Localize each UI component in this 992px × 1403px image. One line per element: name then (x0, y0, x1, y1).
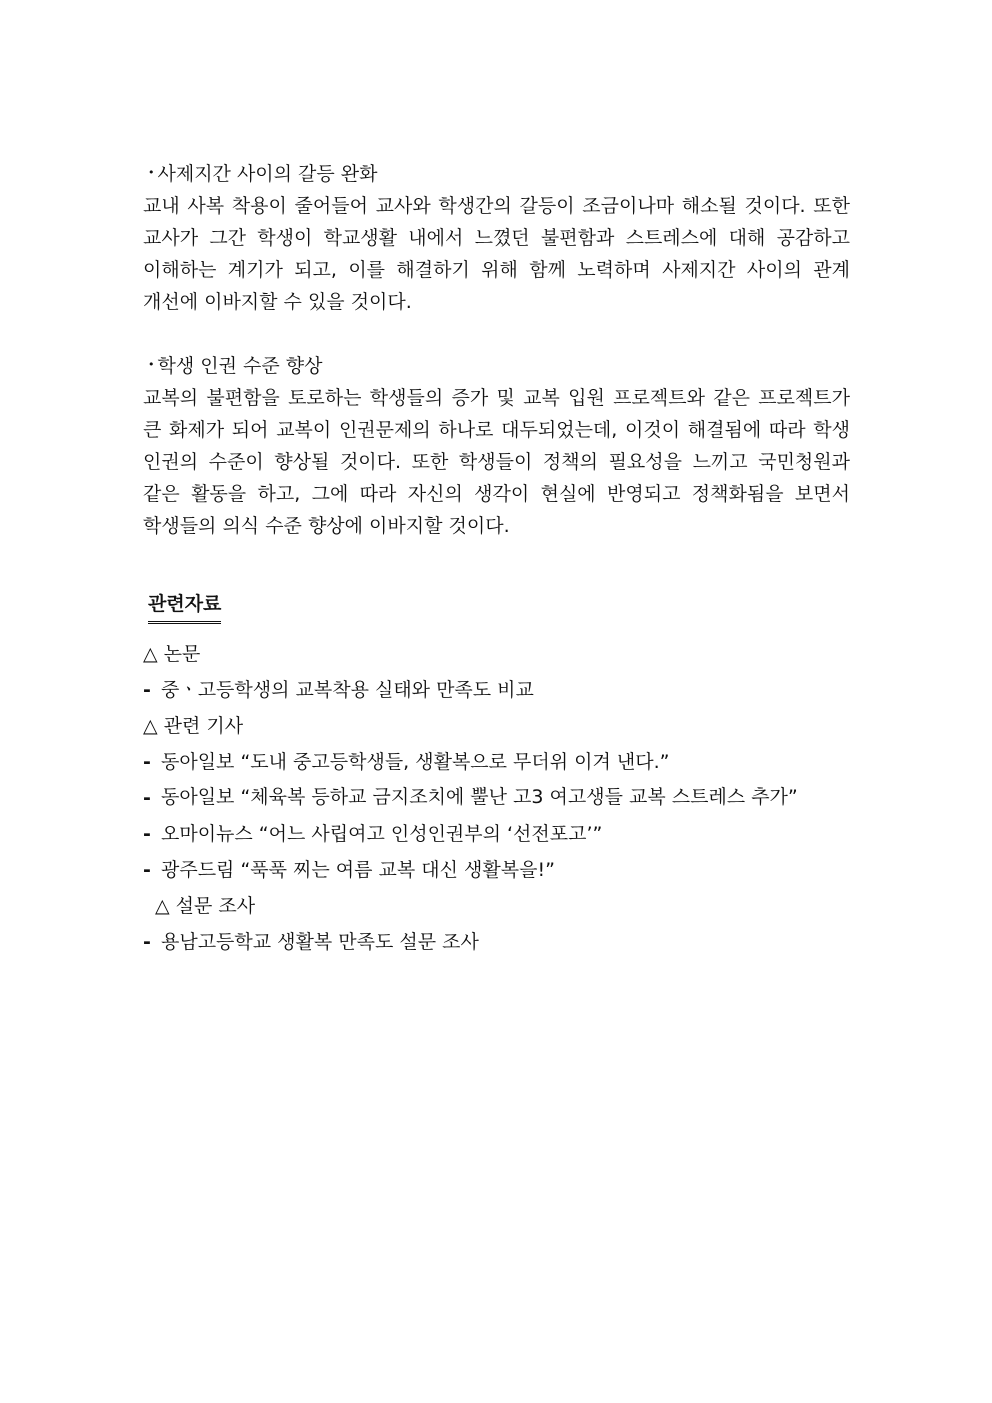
list-item (143, 852, 850, 888)
list-item (143, 780, 850, 816)
category-label-survey: △ 설문 조사 (155, 895, 256, 917)
list-item-text: 동아일보 “도내 중고등학생들, 생활복으로 무더위 이겨 낸다.” (161, 751, 670, 773)
dash-marker: - (143, 751, 151, 773)
list-item-text: 동아일보 “체육복 등하교 금지조치에 뿔난 고3 여고생들 교복 스트레스 추가” (161, 786, 798, 808)
list-item (143, 816, 850, 852)
section-heading-student-rights (143, 350, 850, 382)
dash-marker: - (143, 859, 151, 881)
category-label-papers: △ 논문 (143, 643, 201, 665)
list-item (143, 924, 850, 960)
list-item-text: 중ㆍ고등학생의 교복착용 실태와 만족도 비교 (161, 679, 534, 701)
section-title: 사제지간 사이의 갈등 완화 (157, 163, 378, 185)
section-gap (143, 542, 850, 590)
related-materials (143, 590, 850, 960)
section-heading-teacher-student (143, 158, 850, 190)
section-body: 교복의 불편함을 토로하는 학생들의 증가 및 교복 입원 프로젝트와 같은 프로젝트가 큰 화제가 되어 교복이 인권문제의 하나로 대두되었는데, 이것이 해결됨에 따라 학생 인권의 수준이 향상될 것이다. 또한 학생들이 정책의 필요성을 느끼고 국민청원과 같은 활동을 하고, 그에 따라 자신의 생각이 현실에 반영되고 정책화됨을 보면서 학생들의 의식 수준 향상에 이바지할 것이다. (143, 387, 850, 537)
document-content (143, 158, 850, 960)
related-title: 관련자료 (148, 590, 221, 624)
bullet-icon: • (148, 357, 155, 371)
section-title: 학생 인권 수준 향상 (157, 355, 323, 377)
dash-marker: - (143, 823, 151, 845)
list-item-text: 광주드림 “푹푹 찌는 여름 교복 대신 생활복을!” (161, 859, 555, 881)
list-item (143, 744, 850, 780)
list-item (143, 672, 850, 708)
category-label-articles: △ 관련 기사 (143, 715, 244, 737)
list-item-text: 오마이뉴스 “어느 사립여고 인성인권부의 ‘선전포고’” (161, 823, 603, 845)
list-item-text: 용남고등학교 생활복 만족도 설문 조사 (161, 931, 479, 953)
dash-marker: - (143, 679, 151, 701)
dash-marker: - (143, 787, 151, 809)
dash-marker: - (143, 931, 151, 953)
section-body: 교내 사복 착용이 줄어들어 교사와 학생간의 갈등이 조금이나마 해소될 것이다. 또한 교사가 그간 학생이 학교생활 내에서 느꼈던 불편함과 스트레스에 대해 공감하고 이해하는 계기가 되고, 이를 해결하기 위해 함께 노력하며 사제지간 사이의 관계 개선에 이바지할 수 있을 것이다. (143, 195, 850, 313)
bullet-icon: • (148, 165, 155, 179)
section-gap (143, 318, 850, 350)
